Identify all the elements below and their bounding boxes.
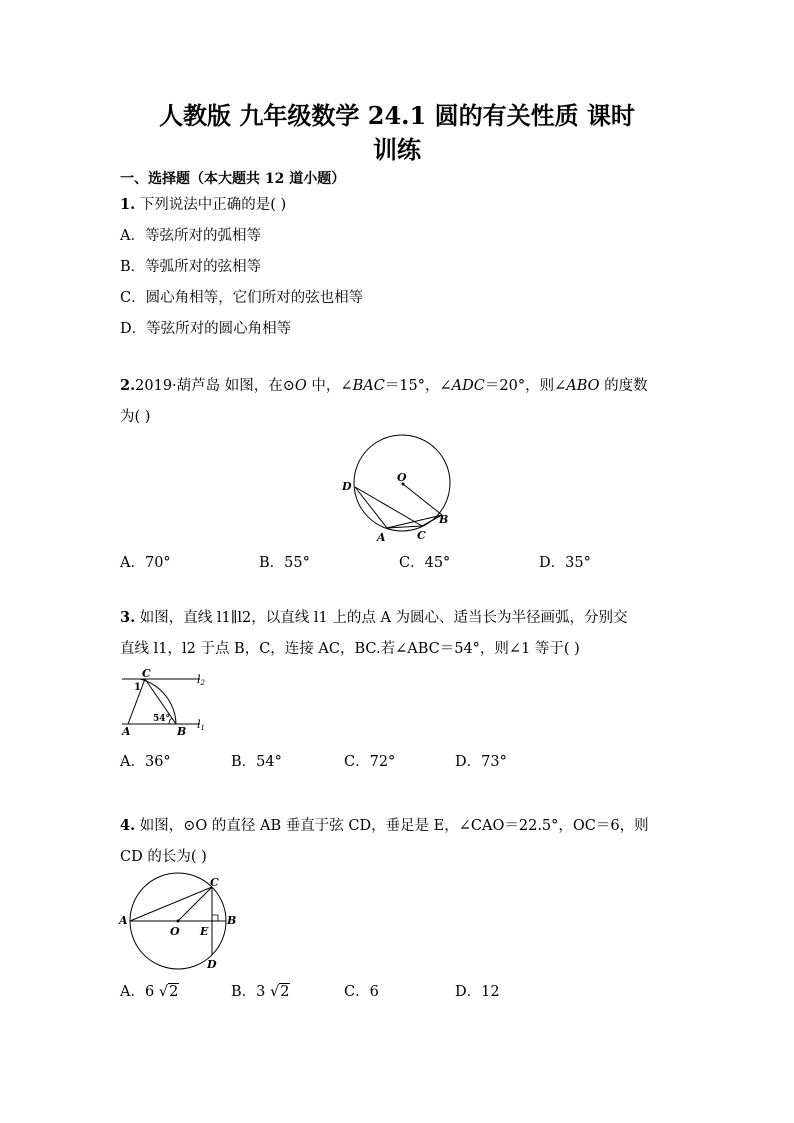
q2-stem-part: ＝15°，∠: [384, 378, 452, 394]
q4-label-e: E: [200, 925, 209, 938]
q4-option-c: C．6: [344, 984, 379, 1000]
q3-label-c: C: [142, 667, 151, 680]
q2-stem-part: 中，∠: [306, 378, 353, 394]
sqrt-symbol: √2: [270, 984, 290, 1000]
q4-label-b: B: [227, 914, 237, 927]
section-heading: 一、选择题（本大题共 12 道小题）: [120, 171, 346, 187]
q3-stem-text: 如图，直线 l1∥l2，以直线 l1 上的点 A 为圆心、适当长为半径画弧，分别交: [135, 610, 628, 626]
q3-option-d: D．73°: [455, 754, 507, 770]
q4-stem-line1: [120, 814, 649, 835]
q2-stem-part: 2019·葫芦岛 如图，在⊙: [135, 378, 295, 394]
q3-label-b: B: [177, 725, 187, 738]
q3-option-a: A．36°: [120, 754, 171, 770]
q2-options: [120, 551, 680, 571]
q3-label-l1: l1: [197, 718, 205, 732]
q3-stem-line1: [120, 606, 628, 627]
q2-figure: [338, 433, 458, 545]
q2-segment-ob: [403, 484, 442, 515]
q2-label-d: D: [342, 480, 352, 493]
q2-number: 2.: [120, 377, 136, 394]
q4-label-a: A: [119, 914, 128, 927]
q2-stem-line2: 为( ): [120, 409, 151, 425]
q4-label-c: C: [210, 876, 219, 889]
q2-option-d: D．35°: [539, 555, 591, 571]
q1-stem-text: 下列说法中正确的是( ): [135, 197, 287, 213]
q3-figure: [116, 666, 216, 738]
q3-stem-line2: 直线 l1，l2 于点 B，C，连接 AC，BC.若∠ABC＝54°，则∠1 等于( ): [120, 641, 580, 657]
q4-label-d: D: [207, 958, 217, 971]
q3-number: 3.: [120, 609, 136, 626]
q2-segment-dc: [355, 487, 422, 526]
document-title-line1: 人教版 九年级数学 24.1 圆的有关性质 课时: [159, 101, 635, 130]
q4-center-dot: [177, 920, 180, 923]
q2-label-b: B: [439, 513, 449, 526]
q4-stem-text: 如图，⊙O 的直径 AB 垂直于弦 CD，垂足是 E，∠CAO＝22.5°，OC＝6，则: [135, 818, 649, 834]
q2-var-abo: ABO: [566, 378, 600, 394]
q2-stem-line1: [120, 374, 648, 395]
q4-figure: [114, 872, 244, 972]
q3-label-1: 1: [134, 682, 141, 693]
q4-stem-line2: CD 的长为( ): [120, 849, 207, 865]
q2-option-a: A．70°: [120, 555, 171, 571]
q4-number: 4.: [120, 817, 136, 834]
q1-stem: [120, 193, 286, 214]
q2-label-a: A: [377, 531, 386, 544]
q4-options: [120, 980, 680, 1002]
q2-var-adc: ADC: [451, 378, 485, 394]
q3-option-b: B．54°: [231, 754, 282, 770]
q3-label-angle: 54°: [153, 714, 171, 724]
q2-stem-part: ＝20°，则∠: [484, 378, 567, 394]
q1-option-a: A．等弦所对的弧相等: [120, 228, 261, 244]
q3-options: [120, 750, 680, 770]
q2-var-o: O: [294, 378, 307, 394]
q1-option-d: D．等弦所对的圆心角相等: [120, 321, 292, 337]
q2-option-c: C．45°: [399, 555, 451, 571]
q4-label-o: O: [170, 925, 180, 938]
q4-segment-oc: [178, 887, 212, 921]
q4-option-d: D．12: [455, 984, 500, 1000]
q2-label-o: O: [397, 471, 407, 484]
document-title-line2: 训练: [373, 135, 421, 164]
q4-right-angle-mark: [212, 915, 218, 921]
q3-label-l2: l2: [197, 673, 205, 687]
q4-segment-ac: [130, 887, 212, 921]
q1-option-c: C．圆心角相等，它们所对的弦也相等: [120, 290, 364, 306]
q2-option-b: B．55°: [259, 555, 310, 571]
q2-stem-part: 的度数: [599, 378, 648, 394]
q3-label-a: A: [122, 725, 131, 738]
q1-option-b: B．等弧所对的弦相等: [120, 259, 262, 275]
q1-number: 1.: [120, 196, 136, 213]
q2-segment-da: [355, 487, 387, 528]
q2-label-c: C: [417, 529, 426, 542]
q3-option-c: C．72°: [344, 754, 396, 770]
q4-option-a: A．6 √2: [120, 984, 179, 1000]
q2-var-bac: BAC: [352, 378, 385, 394]
sqrt-symbol: √2: [158, 984, 179, 1000]
q4-option-b: B．3 √2: [231, 984, 290, 1000]
